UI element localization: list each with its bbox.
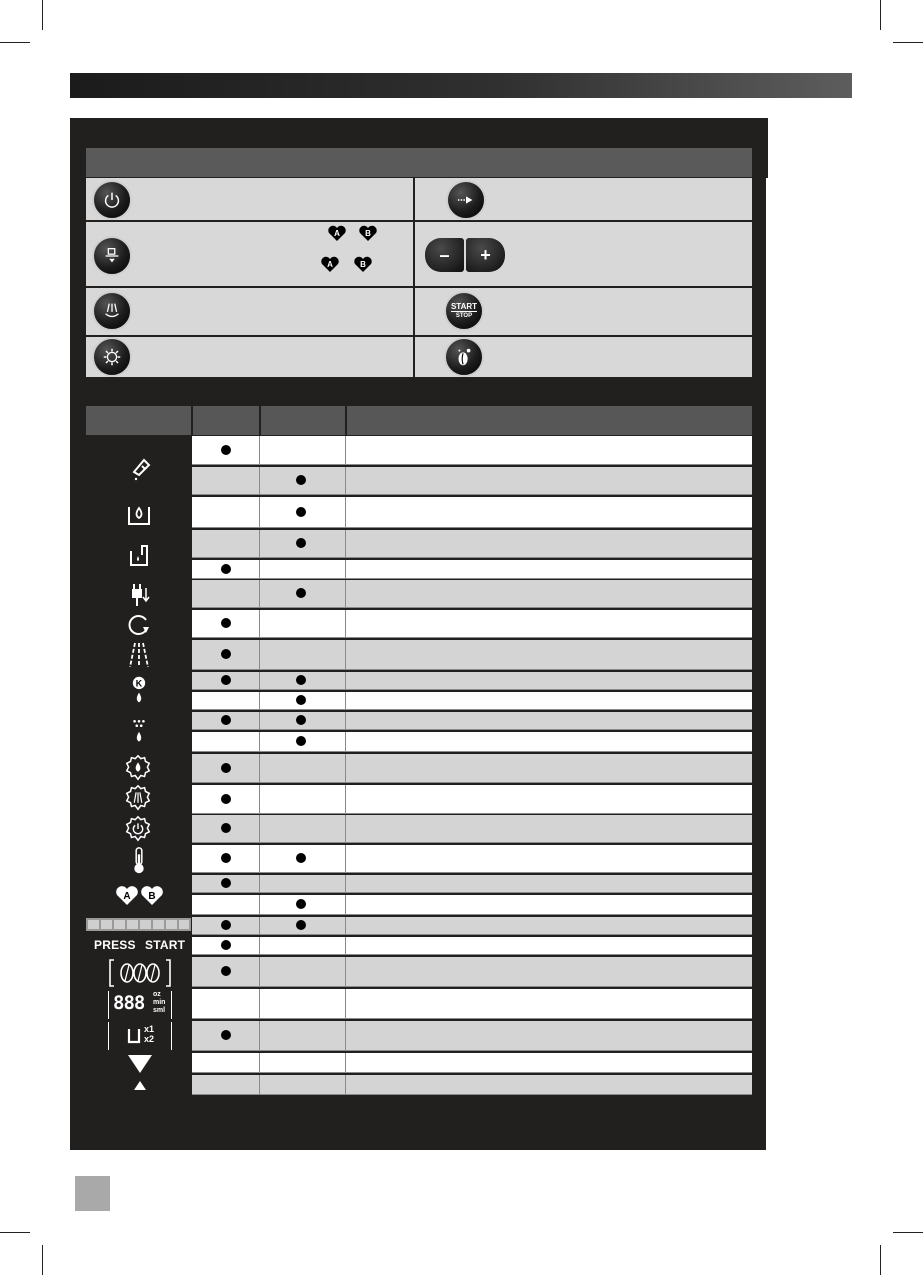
table-row [192,1075,752,1095]
gear-steam-icon [123,783,153,813]
triangle-down-icon [127,1054,153,1074]
cup-x2-label: x2 [144,1034,155,1044]
table-cell [260,1021,346,1050]
table-row [192,1053,752,1073]
heart-a-icon [320,255,340,273]
heart-b-icon [353,255,373,273]
table-cell [192,497,260,527]
press-label: PRESS [94,938,136,952]
table-row [192,815,752,843]
drip-tray-icon [124,541,154,571]
buttons-section-header [86,148,752,177]
indicator-dot [296,507,306,517]
table-cell [192,692,260,709]
table-row [192,785,752,814]
table-cell [260,610,346,637]
table-cell [192,580,260,607]
steam-icon [124,640,154,670]
table-row [192,580,752,608]
page-number-box [75,1176,110,1211]
stop-label: STOP [455,312,473,319]
table-row [192,875,752,893]
page-header-bar [70,73,852,98]
heart-label: A [327,260,333,269]
digit-display-icon [108,991,172,1019]
table-row [192,560,752,579]
indicator-dot [221,966,231,976]
crop-mark [893,1232,923,1233]
rinse-icon [124,610,154,640]
triangle-up-icon [134,1081,146,1090]
table-cell [260,937,346,954]
heart-label: B [148,891,156,902]
k-drop-icon [124,675,154,705]
table-cell [192,467,260,494]
unit-sml: sml [153,1007,166,1014]
table-row [192,640,752,670]
heart-ab-icon [115,884,165,906]
indicator-dot [296,538,306,548]
crop-mark [893,42,923,43]
table-cell [192,732,260,751]
table-cell [260,640,346,669]
table-cell [260,785,346,813]
indicator-dot [221,853,231,863]
cup-icon [92,236,132,276]
indicator-dot [221,564,231,574]
table-cell [260,957,346,986]
table-row [192,712,752,730]
indicator-dot [221,878,231,888]
table-cell [260,560,346,578]
gear-icon [92,337,132,377]
table-cell [260,875,346,892]
table-cell [192,1075,260,1094]
indicator-dot [221,823,231,833]
progress-segments-icon [86,918,191,931]
filter-drop-icon [124,716,154,746]
steam-icon [92,291,132,331]
indicator-dot [221,920,231,930]
button-cell-power [86,178,413,220]
table-row [192,1021,752,1051]
start-label: START [450,301,478,311]
table-row [192,672,752,690]
crop-mark [880,1245,881,1275]
indicator-dot [221,715,231,725]
table-row [192,917,752,935]
indicator-dot [221,763,231,773]
table-cell [260,1075,346,1094]
cup-x1-label: x1 [144,1024,155,1034]
table-row [192,436,752,465]
crop-mark [0,42,30,43]
minus-icon: – [425,238,464,272]
coffee-bean-icon [444,337,484,377]
crop-mark [42,0,43,30]
cup-x1x2-icon [108,1022,172,1050]
crop-mark [42,1245,43,1275]
gear-power-icon [123,814,153,844]
heart-label: A [334,229,340,238]
water-tank-icon [124,499,154,529]
table-row [192,937,752,955]
table-header-col-1 [193,406,259,435]
table-row [192,530,752,558]
power-icon [92,180,132,220]
table-cell [260,1053,346,1072]
start-label: START [145,938,186,952]
indicator-dot [221,794,231,804]
table-cell [192,1053,260,1072]
indicator-dot [221,675,231,685]
table-row [192,895,752,915]
crop-mark [880,0,881,30]
table-cell [260,815,346,842]
table-cell [192,530,260,557]
indicator-dot [221,445,231,455]
gear-drop-icon [123,753,153,783]
table-row [192,497,752,528]
thermometer-icon [124,845,154,875]
unit-min: min [153,999,166,1006]
table-row [192,467,752,495]
table-header-icon-col [86,406,191,435]
indicator-dot [221,618,231,628]
arrow-right-icon [446,180,486,220]
table-header-col-2 [261,406,345,435]
cup-shape-icon [127,1028,141,1044]
table-header-description [347,406,752,435]
table-cell [260,989,346,1018]
heart-label: A [123,891,131,902]
button-cell-steam [86,288,413,335]
table-cell [192,895,260,914]
table-cell [260,436,346,464]
indicator-dot [296,715,306,725]
indicator-dot [296,695,306,705]
indicator-dot [296,899,306,909]
table-row [192,610,752,638]
table-row [192,732,752,752]
table-row [192,692,752,710]
table-cell [192,989,260,1018]
table-row [192,845,752,873]
button-cell-settings [86,337,413,377]
indicator-dot [296,588,306,598]
beans-display-icon [108,958,172,988]
heart-label: B [365,229,371,238]
heart-b-icon [358,224,378,242]
indicator-dot [296,675,306,685]
plus-icon: + [466,238,505,272]
crop-mark [0,1232,30,1233]
descaling-icon [126,452,156,482]
start-stop-icon [444,291,484,331]
plug-icon [124,580,154,610]
unit-oz: oz [153,991,161,998]
indicator-dot [296,853,306,863]
table-row [192,754,752,783]
heart-label: B [360,260,366,269]
svg-text:K: K [135,678,143,689]
heart-a-icon [327,224,347,242]
indicator-dot [296,475,306,485]
table-row [192,989,752,1019]
indicator-dot [221,1030,231,1040]
table-cell [260,754,346,782]
digit-display-digits: 888 [113,992,145,1014]
indicator-dot [221,940,231,950]
indicator-dot [296,920,306,930]
indicator-dot [221,649,231,659]
table-row [192,957,752,987]
indicator-dot [296,736,306,746]
minus-plus-button [425,238,505,272]
panel-edge [766,118,768,178]
